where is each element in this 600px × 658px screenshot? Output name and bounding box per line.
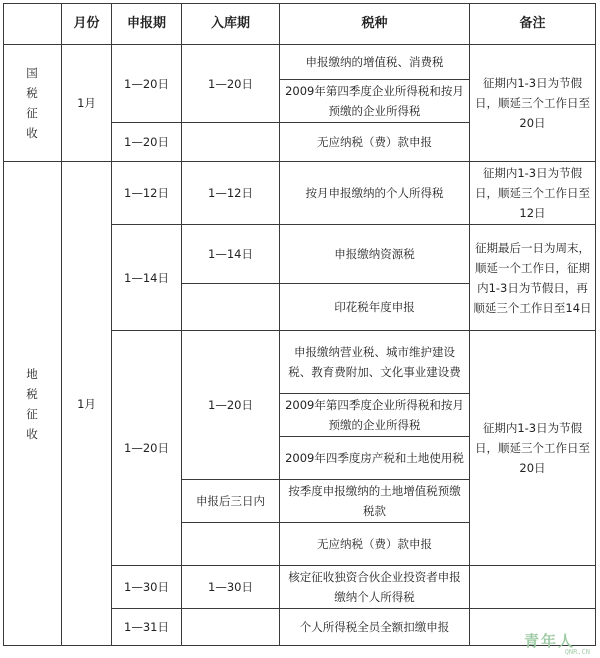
watermark-sub: QNR.CN [564,648,590,656]
watermark-logo [524,630,594,656]
remark-cell: 征期内1-3日为节假日，顺延三个工作日至12日 [470,162,596,225]
header-month: 月份 [62,4,112,45]
remark-cell: 征期最后一日为周末，顺延一个工作日，征期内1-3日为节假日，再顺延三个工作日至14日 [470,225,596,331]
declare-period-cell: 1—31日 [112,609,182,646]
storage-period-cell [182,284,280,331]
remark-cell [470,566,596,609]
storage-period-cell [182,123,280,162]
tax-type-cell: 2009年四季度房产税和土地使用税 [280,437,470,480]
header-storage-period: 入库期 [182,4,280,45]
tax-type-cell: 按季度申报缴纳的土地增值税预缴税款 [280,480,470,523]
tax-type-cell: 个人所得税全员全额扣缴申报 [280,609,470,646]
declare-period-cell: 1—20日 [112,45,182,123]
month-cell: 1月 [62,162,112,646]
category-local: 地税征收 [4,162,62,646]
storage-period-cell: 1—14日 [182,225,280,284]
declare-period-cell: 1—20日 [112,123,182,162]
storage-period-cell: 1—20日 [182,331,280,480]
declare-period-cell: 1—14日 [112,225,182,331]
tax-type-cell: 按月申报缴纳的个人所得税 [280,162,470,225]
tax-type-cell: 无应纳税（费）款申报 [280,523,470,566]
table-row [4,162,596,225]
declare-period-cell: 1—12日 [112,162,182,225]
header-row [4,4,596,45]
tax-type-cell: 申报缴纳营业税、城市维护建设税、教育费附加、文化事业建设费 [280,331,470,394]
declare-period-cell: 1—20日 [112,331,182,566]
header-tax-type: 税种 [280,4,470,45]
remark-cell: 征期内1-3日为节假日，顺延三个工作日至20日 [470,45,596,162]
watermark-text: 青年人 [524,632,576,650]
category-national: 国税征收 [4,45,62,162]
storage-period-cell: 1—30日 [182,566,280,609]
header-remarks: 备注 [470,4,596,45]
declare-period-cell: 1—30日 [112,566,182,609]
tax-type-cell: 印花税年度申报 [280,284,470,331]
tax-type-cell: 申报缴纳的增值税、消费税 [280,45,470,80]
month-cell: 1月 [62,45,112,162]
tax-type-cell: 2009年第四季度企业所得税和按月预缴的企业所得税 [280,80,470,123]
storage-period-cell [182,609,280,646]
tax-type-cell: 申报缴纳资源税 [280,225,470,284]
storage-period-cell [182,523,280,566]
storage-period-cell: 申报后三日内 [182,480,280,523]
storage-period-cell: 1—12日 [182,162,280,225]
table-row [4,45,596,80]
tax-type-cell: 2009年第四季度企业所得税和按月预缴的企业所得税 [280,394,470,437]
remark-cell: 征期内1-3日为节假日，顺延三个工作日至20日 [470,331,596,566]
tax-type-cell: 核定征收独资合伙企业投资者申报缴纳个人所得税 [280,566,470,609]
header-category [4,4,62,45]
tax-type-cell: 无应纳税（费）款申报 [280,123,470,162]
tax-calendar-table [3,3,596,646]
header-declare-period: 申报期 [112,4,182,45]
storage-period-cell: 1—20日 [182,45,280,123]
